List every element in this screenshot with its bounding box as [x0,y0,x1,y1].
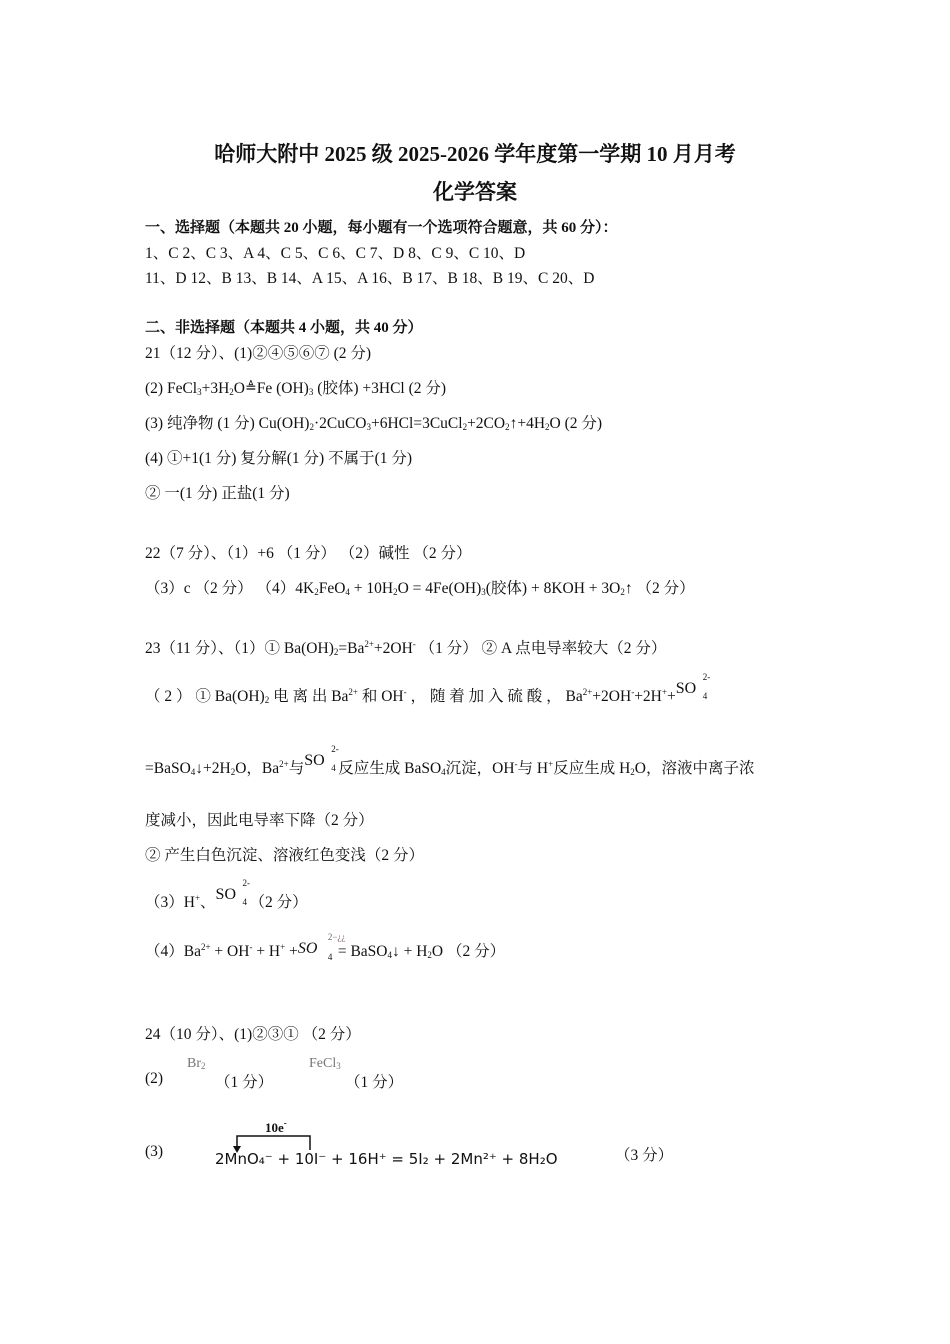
ferric-chloride-formula: FeCl$_3$ [309,1056,341,1071]
q21-line3: (3) 纯净物 (1 分) $Cu(OH)_2\cdot 2CuCO_3+6HCl=3CuCl_2+2CO_2↑+4H_2O$ (2 分) [145,415,603,432]
q24-line2-label: (2) [145,1070,164,1087]
electron-count: 10e- [265,1118,287,1135]
q23-line3: $=BaSO_4↓+2H_2O$，$Ba^{2+}$与 SO 2- 4 反应生成 BaSO$_4$沉淀，OH-与 H+反应生成 $H_2O$，溶液中离子浓 [145,744,755,777]
mc-answers-row2: 11、D 12、B 13、B 14、A 15、A 16、B 17、B 18、B 19、C 20、D [145,270,595,287]
sulfate-ion: SO 2- 4 [304,744,339,774]
q23-line6: （3）H+、 SO 2- 4 （2 分） [145,878,308,911]
q23-line2: （ 2 ） ① $Ba(OH)_2$ 电 离 出 $Ba^{2+}$ 和 OH- ， 随 着 加 入 硫 酸 ， $Ba^{2+}+2OH^-+2H^++$ SO 2- 4 [145,672,711,705]
section1-heading: 一、选择题（本题共 20 小题，每小题有一个选项符合题意，共 60 分）： [145,220,618,236]
q23-line4: 度减小，因此电导率下降（2 分） [145,812,374,829]
q22-line1: 22（7 分）、（1）+6 （1 分） （2）碱性 （2 分） [145,545,472,562]
q23-line1: 23（11 分）、（1）① $Ba(OH)_2=Ba^{2+}+2OH^-$ （1 分） ② A 点电导率较大（2 分） [145,639,667,657]
q21-line4: (4) ①+1(1 分) 复分解(1 分) 不属于(1 分) [145,450,413,467]
heating-symbol: ≜ [244,381,257,396]
q23-line7: $(4)Ba^{2+} + OH^- + H^+$ + SO 2−¿¿ 4 = BaSO$_4$↓ + $H_2O$ （2 分） [145,932,506,962]
redox-equation [215,1120,575,1175]
q21-line2: (2) $FeCl_3+3H_2O≜Fe$ $(OH)_3$ (胶体) +3HCl (2 分) [145,380,447,397]
q22-line2: （3）c （2 分） $(4)4K_2FeO_4 + 10H_2O = 4Fe(OH)_3$(胶体) + $8KOH + 3O_2↑$ （2 分） [145,580,695,597]
mc-answers-row1: 1、C 2、C 3、A 4、C 5、C 6、C 7、D 8、C 9、C 10、D [145,245,526,262]
redox-equation-text: 2MnO₄⁻ + 10I⁻ + 16H⁺ = 5I₂ + 2Mn²⁺ + 8H₂O [215,1150,558,1168]
sulfate-ion-garbled: SO 2−¿¿ 4 [297,932,346,962]
q24-score-1: （1 分） [215,1074,274,1091]
q24-line3-label: (3) [145,1143,164,1160]
q24-score-3: （3 分） [615,1147,674,1164]
bromine-formula: $Br_2$ [187,1056,206,1071]
q24-score-2: （1 分） [345,1074,404,1091]
q24-line1: 24（10 分）、(1)②③① （2 分） [145,1026,361,1043]
q23-line5: ② 产生白色沉淀、溶液红色变浅（2 分） [145,847,425,864]
sulfate-ion: SO 2- 4 [675,672,711,702]
section2-heading: 二、非选择题（本题共 4 小题，共 40 分） [145,320,423,336]
q21-line5: ② 一(1 分) 正盐(1 分) [145,485,290,502]
page-subtitle: 化学答案 [433,180,517,204]
sulfate-ion: SO 2- 4 [215,878,251,908]
page-title: 哈师大附中 2025 级 2025-2026 学年度第一学期 10 月月考 [214,142,736,166]
q21-line1: 21（12 分）、(1)②④⑤⑥⑦ (2 分) [145,345,372,362]
